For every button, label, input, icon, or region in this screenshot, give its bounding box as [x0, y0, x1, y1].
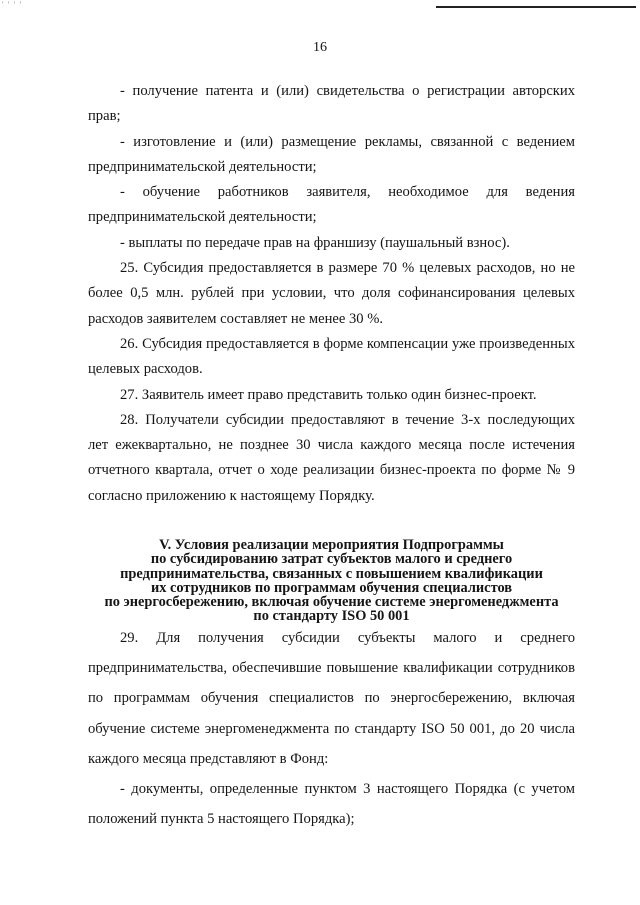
corner-marks: ' ' ' ' — [2, 0, 23, 10]
section-heading-line: их сотрудников по программам обучения специалистов — [150, 579, 513, 596]
section-heading — [88, 538, 575, 624]
paragraph: 27. Заявитель имеет право представить только один бизнес-проект. — [120, 386, 537, 403]
paragraph: 26. Субсидия предоставляется в форме компенсации уже произведенных целевых расходов. — [88, 335, 575, 378]
top-border-line — [436, 6, 636, 8]
paragraph: - обучение работников заявителя, необходимое для ведения предпринимательской деятельности; — [88, 184, 575, 226]
paragraph: 25. Субсидия предоставляется в размере 70 % целевых расходов, но не более 0,5 млн. рублей при условии, что доля софинансирования целевых расходов заявителем составляет не менее 30 %. — [88, 260, 575, 327]
paragraph: 28. Получатели субсидии предоставляют в течение 3-х последующих лет ежеквартально, не позднее 30 числа каждого месяца после истечения отчетного квартала, отчет о ходе реализации бизнес-проекта по форме № 9 согласно приложению к настоящему Порядку. — [88, 411, 575, 504]
section-heading-line: по энергосбережению, включая обучение системе энергоменеджмента — [104, 594, 559, 611]
section-text-block — [88, 623, 575, 834]
paragraph: - выплаты по передаче прав на франшизу (паушальный взнос). — [120, 234, 510, 251]
section-heading-line: по стандарту ISO 50 001 — [253, 608, 410, 625]
page-number: 16 — [313, 40, 327, 55]
paragraph: - изготовление и (или) размещение рекламы, связанной с ведением предпринимательской деятельности; — [88, 133, 575, 175]
body-text-block — [88, 79, 575, 509]
paragraph: - документы, определенные пунктом 3 настоящего Порядка (с учетом положений пункта 5 настоящего Порядка); — [88, 781, 575, 828]
section-heading-line: предпринимательства, связанных с повышением квалификации — [120, 565, 543, 582]
paragraph: 29. Для получения субсидии субъекты малого и среднего предпринимательства, обеспечившие повышение квалификации сотрудников по программам обучения специалистов по энергосбережению, включая обучение системе энергоменеджмента по стандарту ISO 50 001, до 20 числа каждого месяца представляют в Фонд: — [88, 630, 575, 767]
paragraph: - получение патента и (или) свидетельства о регистрации авторских прав; — [88, 83, 575, 125]
section-heading-line: по субсидированию затрат субъектов малого и среднего — [150, 551, 513, 568]
section-heading-line: V. Условия реализации мероприятия Подпрограммы — [159, 537, 504, 553]
